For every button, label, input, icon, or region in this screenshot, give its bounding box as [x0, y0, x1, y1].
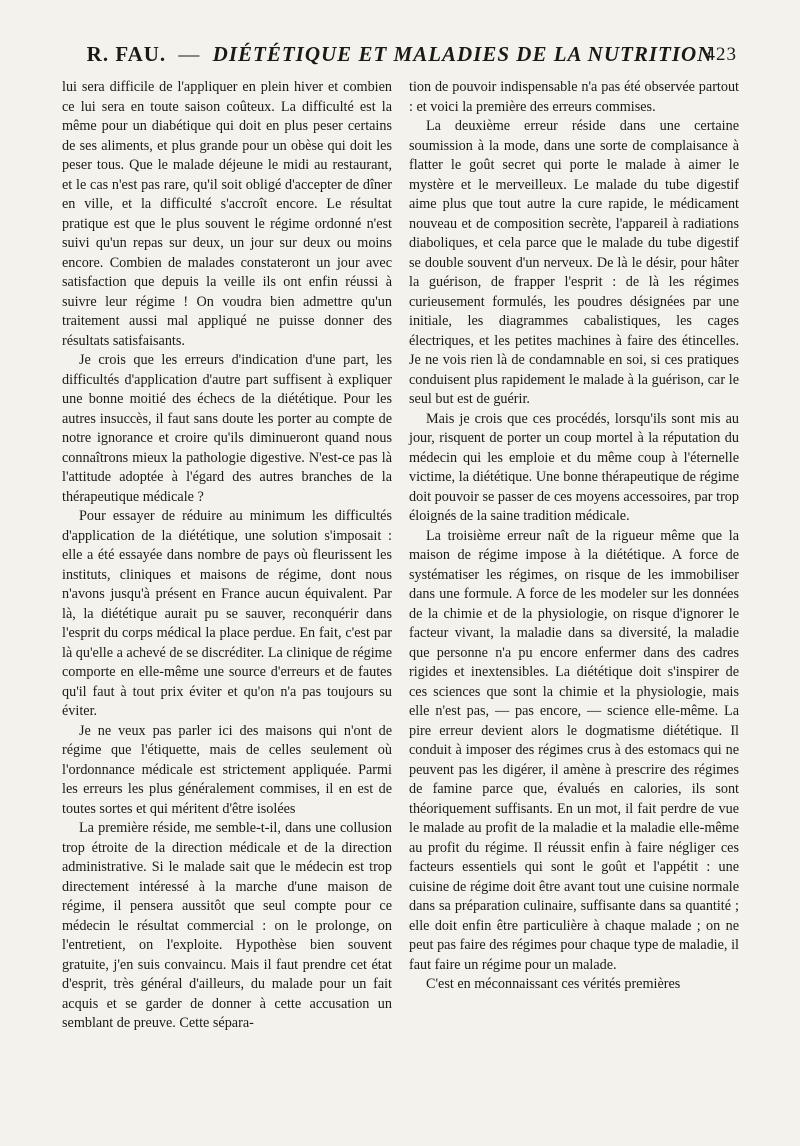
paragraph: La première réside, me semble-t-il, dans une collusion trop étroite de la direction médicale et de la direction administrative. Si le malade sait que le médecin est trop directement intéressé à la marche d'une maison de régime, il pensera aussitôt que seul compte pour ce médecin le résultat commercial : on le prolonge, on l'entretient, on l'exploite. Hypothèse bien souvent gratuite, j'en suis convaincu. Mais il faut prendre cet état d'esprit, très général d'ailleurs, du malade pour un fait acquis et se garder de donner à cette accusation un semblant de preuve. Cette sépara- [62, 820, 392, 1031]
paragraph: Je ne veux pas parler ici des maisons qui n'ont de régime que l'étiquette, mais de celles seulement où l'ordonnance médicale est strictement appliquée. Parmi les erreurs les plus généralement commises, il en est de toutes sortes et qui méritent d'être isolées [62, 722, 392, 817]
paragraph: Mais je crois que ces procédés, lorsqu'ils sont mis au jour, risquent de porter un coup mortel à la réputation du médecin qui les emploie et du même coup à l'éternelle victime, la diététique. Une bonne thérapeutique de régime doit pouvoir se passer de ces moyens accessoires, par trop éloignés de la saine tradition médicale. [409, 410, 739, 524]
header-dash: — [178, 42, 201, 66]
paragraph: La deuxième erreur réside dans une certaine soumission à la mode, dans une sorte de complaisance à flatter le goût secret qui porte le malade à aimer le mystère et le merveilleux. Le malade du tube digestif aime plus que tout autre la cure rapide, le médicament nouveau et de composition secrète, l'appareil à radiations diaboliques, et cela parce que le malade du tube digestif se double souvent d'un nerveux. De là le désir, pour hâter la guérison, de frapper l'esprit : de là les régimes curieusement formulés, les poudres désignées par une initiale, les diagrammes cabalistiques, les cages électriques, et les petites machines à faire des étincelles. Je ne vois rien là de condamnable en soi, si ces pratiques conduisent plus rapidement le malade à la guérison, car le seul but est de guérir. [409, 118, 739, 407]
header-author: R. FAU. [86, 42, 167, 66]
left-column [62, 78, 392, 1034]
paragraph: tion de pouvoir indispensable n'a pas été observée partout : et voici la première des erreurs commises. [409, 79, 739, 115]
right-column [409, 78, 739, 995]
header-title: DIÉTÉTIQUE ET MALADIES DE LA NUTRITION [212, 42, 714, 66]
page-number: 423 [705, 44, 737, 65]
running-header [0, 42, 800, 72]
paragraph: Je crois que les erreurs d'indication d'une part, les difficultés d'application d'autre part suffisent à expliquer une bonne moitié des échecs de la diététique. Pour les autres insuccès, il faut sans doute les porter au compte de notre ignorance et croire qu'ils diminueront quand nous connaîtrons mieux la pathologie digestive. N'est-ce pas là l'attitude adoptée à l'égard des autres branches de la thérapeutique médicale ? [62, 352, 392, 505]
paragraph: C'est en méconnaissant ces vérités premières [426, 976, 681, 992]
paragraph: lui sera difficile de l'appliquer en plein hiver et combien ce lui sera en toute saison coûteux. La difficulté est la même pour un diabétique qui doit en plus peser certains de ses aliments, et plus grande pour un obèse qui doit les peser tous. Que le malade déjeune le midi au restaurant, et le cas n'est pas rare, qu'il soit obligé d'accepter de dîner en ville, et la difficulté s'accroît encore. Le résultat pratique est que le plus souvent le régime ordonné n'est suivi qu'un repas sur deux, un jour sur deux ou moins encore. Combien de malades constateront un jour avec satisfaction que depuis la veille ils ont enfin réussi à suivre leur régime ! On voudra bien admettre qu'un traitement aussi mal appliqué ne puisse donner des résultats satisfaisants. [62, 79, 392, 349]
paragraph: La troisième erreur naît de la rigueur même que la maison de régime impose à la diététique. A force de systématiser les régimes, on risque de les immobiliser dans une formule. A force de les modeler sur les données de la chimie et de la physiologie, on risque d'ignorer le facteur vivant, la maladie dans sa diversité, la maladie que personne n'a pu encore enfermer dans des cadres rigides et inextensibles. La diététique doit s'inspirer de ces sciences que sont la chimie et la physiologie, mais elle n'est pas, — pas encore, — science elle-même. La pire erreur devient alors le dogmatisme diététique. Il conduit à imposer des régimes crus à des estomacs qui ne peuvent pas les digérer, il amène à prescrire des régimes de famine parce que, évalués en calories, ils sont théoriquement suffisants. En un mot, il fait perdre de vue le malade au profit de la maladie et la maladie elle-même au profit du régime. Il réussit enfin à faire négliger ces facteurs essentiels qui sont le goût et l'appétit : une cuisine de régime doit être avant tout une cuisine normale dans sa préparation culinaire, suffisante dans sa quantité ; elle doit enfin être particulière à chaque malade ; on ne peut pas faire des régimes pour chaque type de maladie, il faut faire un régime pour un malade. [409, 527, 739, 973]
paragraph: Pour essayer de réduire au minimum les difficultés d'application de la diététique, une solution s'imposait : elle a été essayée dans nombre de pays où fleurissent les instituts, cliniques et maisons de régime, dont nous n'avons jusqu'à présent en France aucun équivalent. Par là, la diététique aurait pu se sauver, reconquérir dans l'esprit du corps médical la place perdue. En fait, c'est par là qu'elle a achevé de se discréditer. La clinique de régime comporte en elle-même une source d'erreurs et de fautes qu'il faut à tout prix éviter et qu'on n'a pas toujours su éviter. [62, 508, 392, 719]
